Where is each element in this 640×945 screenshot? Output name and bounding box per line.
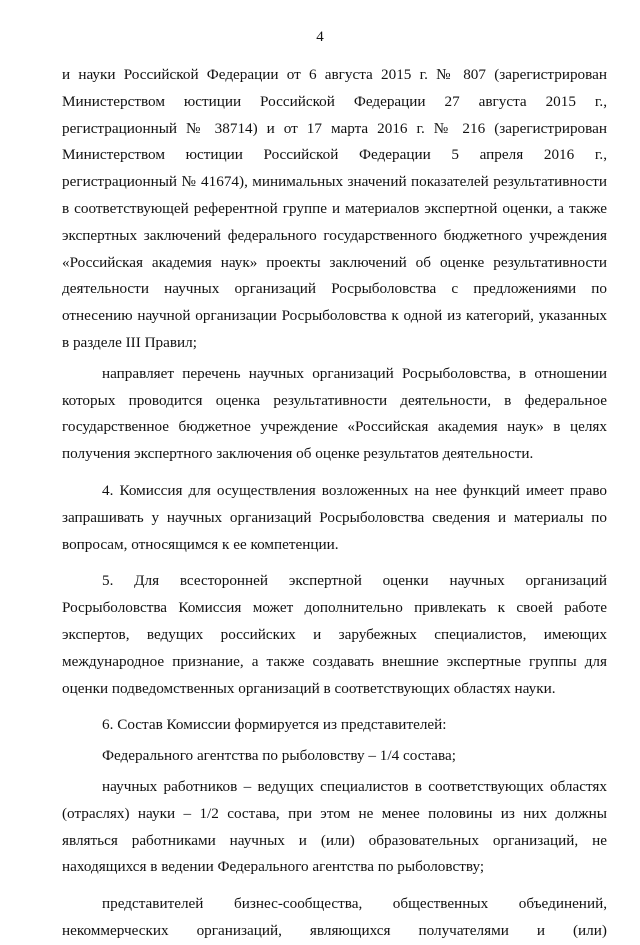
last-line-word: являющихся: [309, 921, 391, 939]
paragraph-item-5: 5. Для всесторонней экспертной оценки научных организаций Росрыболовства Комиссия может дополнительно привлекать к своей работе экспертов, ведущих российских и зарубежных специалистов, имеющих международное признание, а также создавать внешние экспертные группы для оценки подведомственных организаций в соответствующих областях науки.: [62, 572, 607, 697]
last-line-word: организаций,: [196, 921, 282, 939]
last-line-word: получателями: [418, 921, 509, 939]
document-body: [62, 62, 607, 945]
paragraph-item-6: 6. Состав Комиссии формируется из представителей:: [102, 716, 447, 734]
last-line-word: (или): [573, 921, 607, 939]
last-line-word: некоммерческих: [62, 921, 169, 939]
paragraph-sends-list: направляет перечень научных организаций Росрыболовства, в отношении которых проводится оценка результативности деятельности, в федеральное государственное бюджетное учреждение «Российская академия наук» в целях получения экспертного заключения об оценке результатов деятельности.: [62, 364, 607, 463]
paragraph-item-4: 4. Комиссия для осуществления возложенных на нее функций имеет право запрашивать у научных организаций Росрыболовства сведения и материалы по вопросам, относящимся к ее компетенции.: [62, 481, 607, 553]
paragraph-business-representatives: представителей бизнес-сообщества, общественных объединений,: [102, 895, 607, 913]
paragraph-federal-agency-share: Федерального агентства по рыболовству – 1/4 состава;: [102, 747, 456, 765]
last-line-word: и: [536, 921, 545, 939]
paragraph-continuation: и науки Российской Федерации от 6 августа 2015 г. № 807 (зарегистрирован Министерством юстиции Российской Федерации 27 августа 2015 г., регистрационный № 38714) и от 17 марта 2016 г. № 216 (зарегистрирован Министерством юстиции Российской Федерации 5 апреля 2016 г., регистрационный № 41674), минимальных значений показателей результативности в соответствующей референтной группе и материалов экспертной оценки, а также экспертных заключений федерального государственного бюджетного учреждения «Российская академия наук» проекты заключений об оценке результативности деятельности научных организаций Росрыболовства с предложениями по отнесению научной организации Росрыболовства к одной из категорий, указанных в разделе III Правил;: [62, 66, 607, 351]
paragraph-last-line: [62, 918, 607, 945]
paragraph-scientists-share: научных работников – ведущих специалистов в соответствующих областях (отраслях) науки – 1/2 состава, при этом не менее половины из них должны являться работниками научных и (или) образовательных организаций, не находящихся в ведении Федерального агентства по рыболовству;: [62, 777, 607, 876]
page-number: 4: [316, 29, 324, 45]
